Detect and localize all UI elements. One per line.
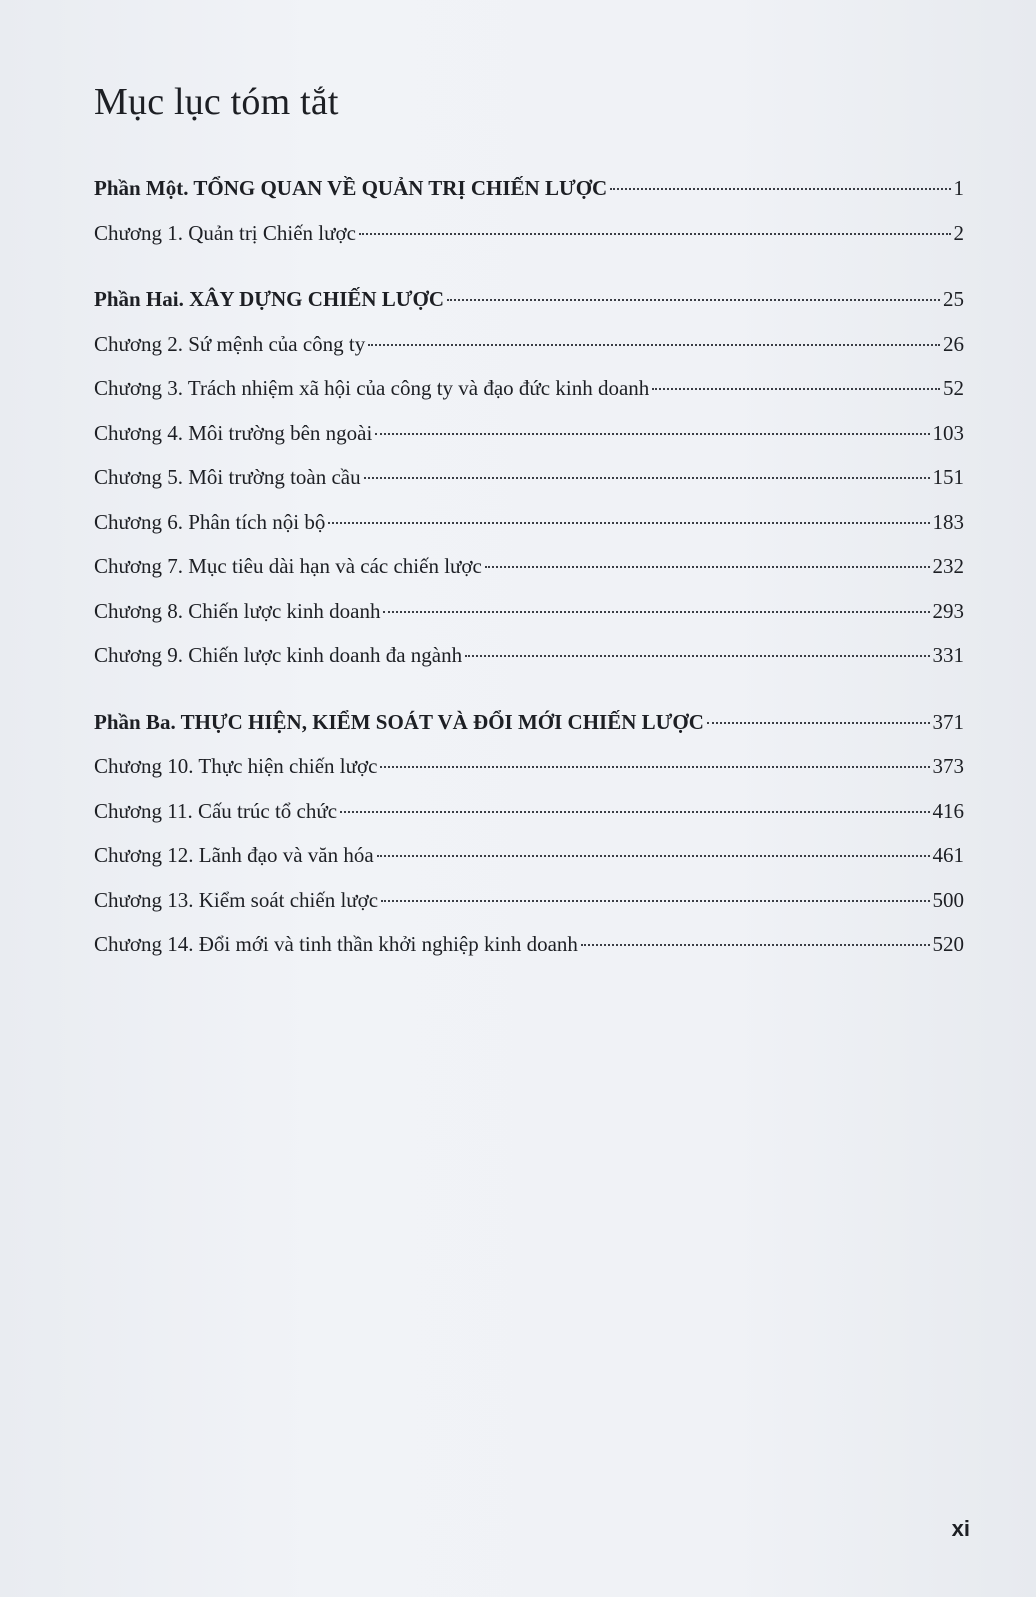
toc-chapter-entry[interactable] bbox=[94, 221, 964, 266]
dot-leader bbox=[368, 344, 940, 346]
toc-entry-label: Phần Hai. XÂY DỰNG CHIẾN LƯỢC bbox=[94, 287, 445, 311]
toc-chapter-entry[interactable] bbox=[94, 932, 964, 977]
toc-entry-label: Chương 1. Quản trị Chiến lược bbox=[94, 220, 356, 245]
toc-chapter-entry[interactable] bbox=[94, 510, 964, 555]
toc-entry-label: Chương 14. Đổi mới và tinh thần khởi nghiệp kinh doanh bbox=[94, 932, 578, 956]
dot-leader bbox=[707, 722, 930, 724]
toc-entry-label: Phần Ba. THỰC HIỆN, KIỂM SOÁT VÀ ĐỔI MỚI CHIẾN LƯỢC bbox=[94, 709, 704, 734]
section-gap bbox=[94, 688, 964, 710]
toc-entry-page: 25 bbox=[943, 287, 964, 311]
toc-entry-label: Chương 10. Thực hiện chiến lược bbox=[94, 754, 378, 778]
toc-entry-page: 183 bbox=[932, 509, 964, 534]
toc-entry-label: Chương 3. Trách nhiệm xã hội của công ty và đạo đức kinh doanh bbox=[94, 376, 650, 400]
toc-entry-label: Chương 4. Môi trường bên ngoài bbox=[94, 420, 373, 445]
toc-chapter-entry[interactable] bbox=[94, 888, 964, 933]
dot-leader bbox=[652, 388, 940, 390]
toc-chapter-entry[interactable] bbox=[94, 754, 964, 799]
dot-leader bbox=[447, 299, 940, 301]
dot-leader bbox=[581, 944, 930, 946]
toc-entry-page: 151 bbox=[932, 465, 964, 489]
toc-entry-page: 103 bbox=[932, 420, 964, 445]
toc-chapter-entry[interactable] bbox=[94, 843, 964, 888]
toc-entry-label: Chương 9. Chiến lược kinh doanh đa ngành bbox=[94, 643, 463, 667]
toc-entry-label: Chương 8. Chiến lược kinh doanh bbox=[94, 598, 381, 623]
toc-entry-page: 26 bbox=[943, 331, 964, 356]
page-title: Mục lục tóm tắt bbox=[94, 81, 339, 123]
toc-entry-page: 500 bbox=[932, 887, 964, 912]
dot-leader bbox=[359, 233, 951, 235]
toc-entry-page: 232 bbox=[932, 554, 964, 578]
toc-entry-label: Chương 6. Phân tích nội bộ bbox=[94, 509, 326, 534]
toc-chapter-entry[interactable] bbox=[94, 599, 964, 644]
toc-part-entry[interactable] bbox=[94, 710, 964, 755]
dot-leader bbox=[610, 188, 950, 190]
toc-entry-label: Phần Một. TỔNG QUAN VỀ QUẢN TRỊ CHIẾN LƯỢC bbox=[94, 176, 608, 200]
toc-entry-page: 52 bbox=[943, 376, 964, 400]
toc-entry-page: 2 bbox=[953, 220, 964, 245]
toc-chapter-entry[interactable] bbox=[94, 554, 964, 599]
toc-chapter-entry[interactable] bbox=[94, 332, 964, 377]
dot-leader bbox=[340, 811, 929, 813]
dot-leader bbox=[364, 477, 930, 479]
page-number: xi bbox=[951, 1516, 970, 1541]
toc-entry-page: 416 bbox=[932, 798, 964, 823]
toc-chapter-entry[interactable] bbox=[94, 421, 964, 466]
toc-entry-label: Chương 13. Kiểm soát chiến lược bbox=[94, 887, 379, 912]
toc-entry-page: 461 bbox=[932, 843, 964, 867]
toc-entry-label: Chương 12. Lãnh đạo và văn hóa bbox=[94, 843, 374, 867]
toc-part-entry[interactable] bbox=[94, 176, 964, 221]
toc-entry-label: Chương 5. Môi trường toàn cầu bbox=[94, 465, 361, 489]
toc-entry-page: 1 bbox=[953, 176, 964, 200]
toc-entry-page: 373 bbox=[932, 754, 964, 778]
toc-entry-page: 293 bbox=[932, 598, 964, 623]
toc-entry-page: 331 bbox=[932, 643, 964, 667]
dot-leader bbox=[377, 855, 930, 857]
toc-chapter-entry[interactable] bbox=[94, 465, 964, 510]
toc-part-entry[interactable] bbox=[94, 287, 964, 332]
toc-entry-page: 520 bbox=[932, 932, 964, 956]
dot-leader bbox=[383, 611, 929, 613]
table-of-contents bbox=[94, 176, 964, 977]
dot-leader bbox=[380, 766, 929, 768]
dot-leader bbox=[465, 655, 929, 657]
toc-entry-page: 371 bbox=[932, 709, 964, 734]
toc-chapter-entry[interactable] bbox=[94, 799, 964, 844]
dot-leader bbox=[328, 522, 929, 524]
toc-chapter-entry[interactable] bbox=[94, 643, 964, 688]
toc-chapter-entry[interactable] bbox=[94, 376, 964, 421]
dot-leader bbox=[381, 900, 929, 902]
toc-entry-label: Chương 2. Sứ mệnh của công ty bbox=[94, 331, 366, 356]
section-gap bbox=[94, 265, 964, 287]
dot-leader bbox=[375, 433, 929, 435]
toc-entry-label: Chương 11. Cấu trúc tổ chức bbox=[94, 798, 338, 823]
toc-entry-label: Chương 7. Mục tiêu dài hạn và các chiến lược bbox=[94, 554, 482, 578]
dot-leader bbox=[485, 566, 930, 568]
